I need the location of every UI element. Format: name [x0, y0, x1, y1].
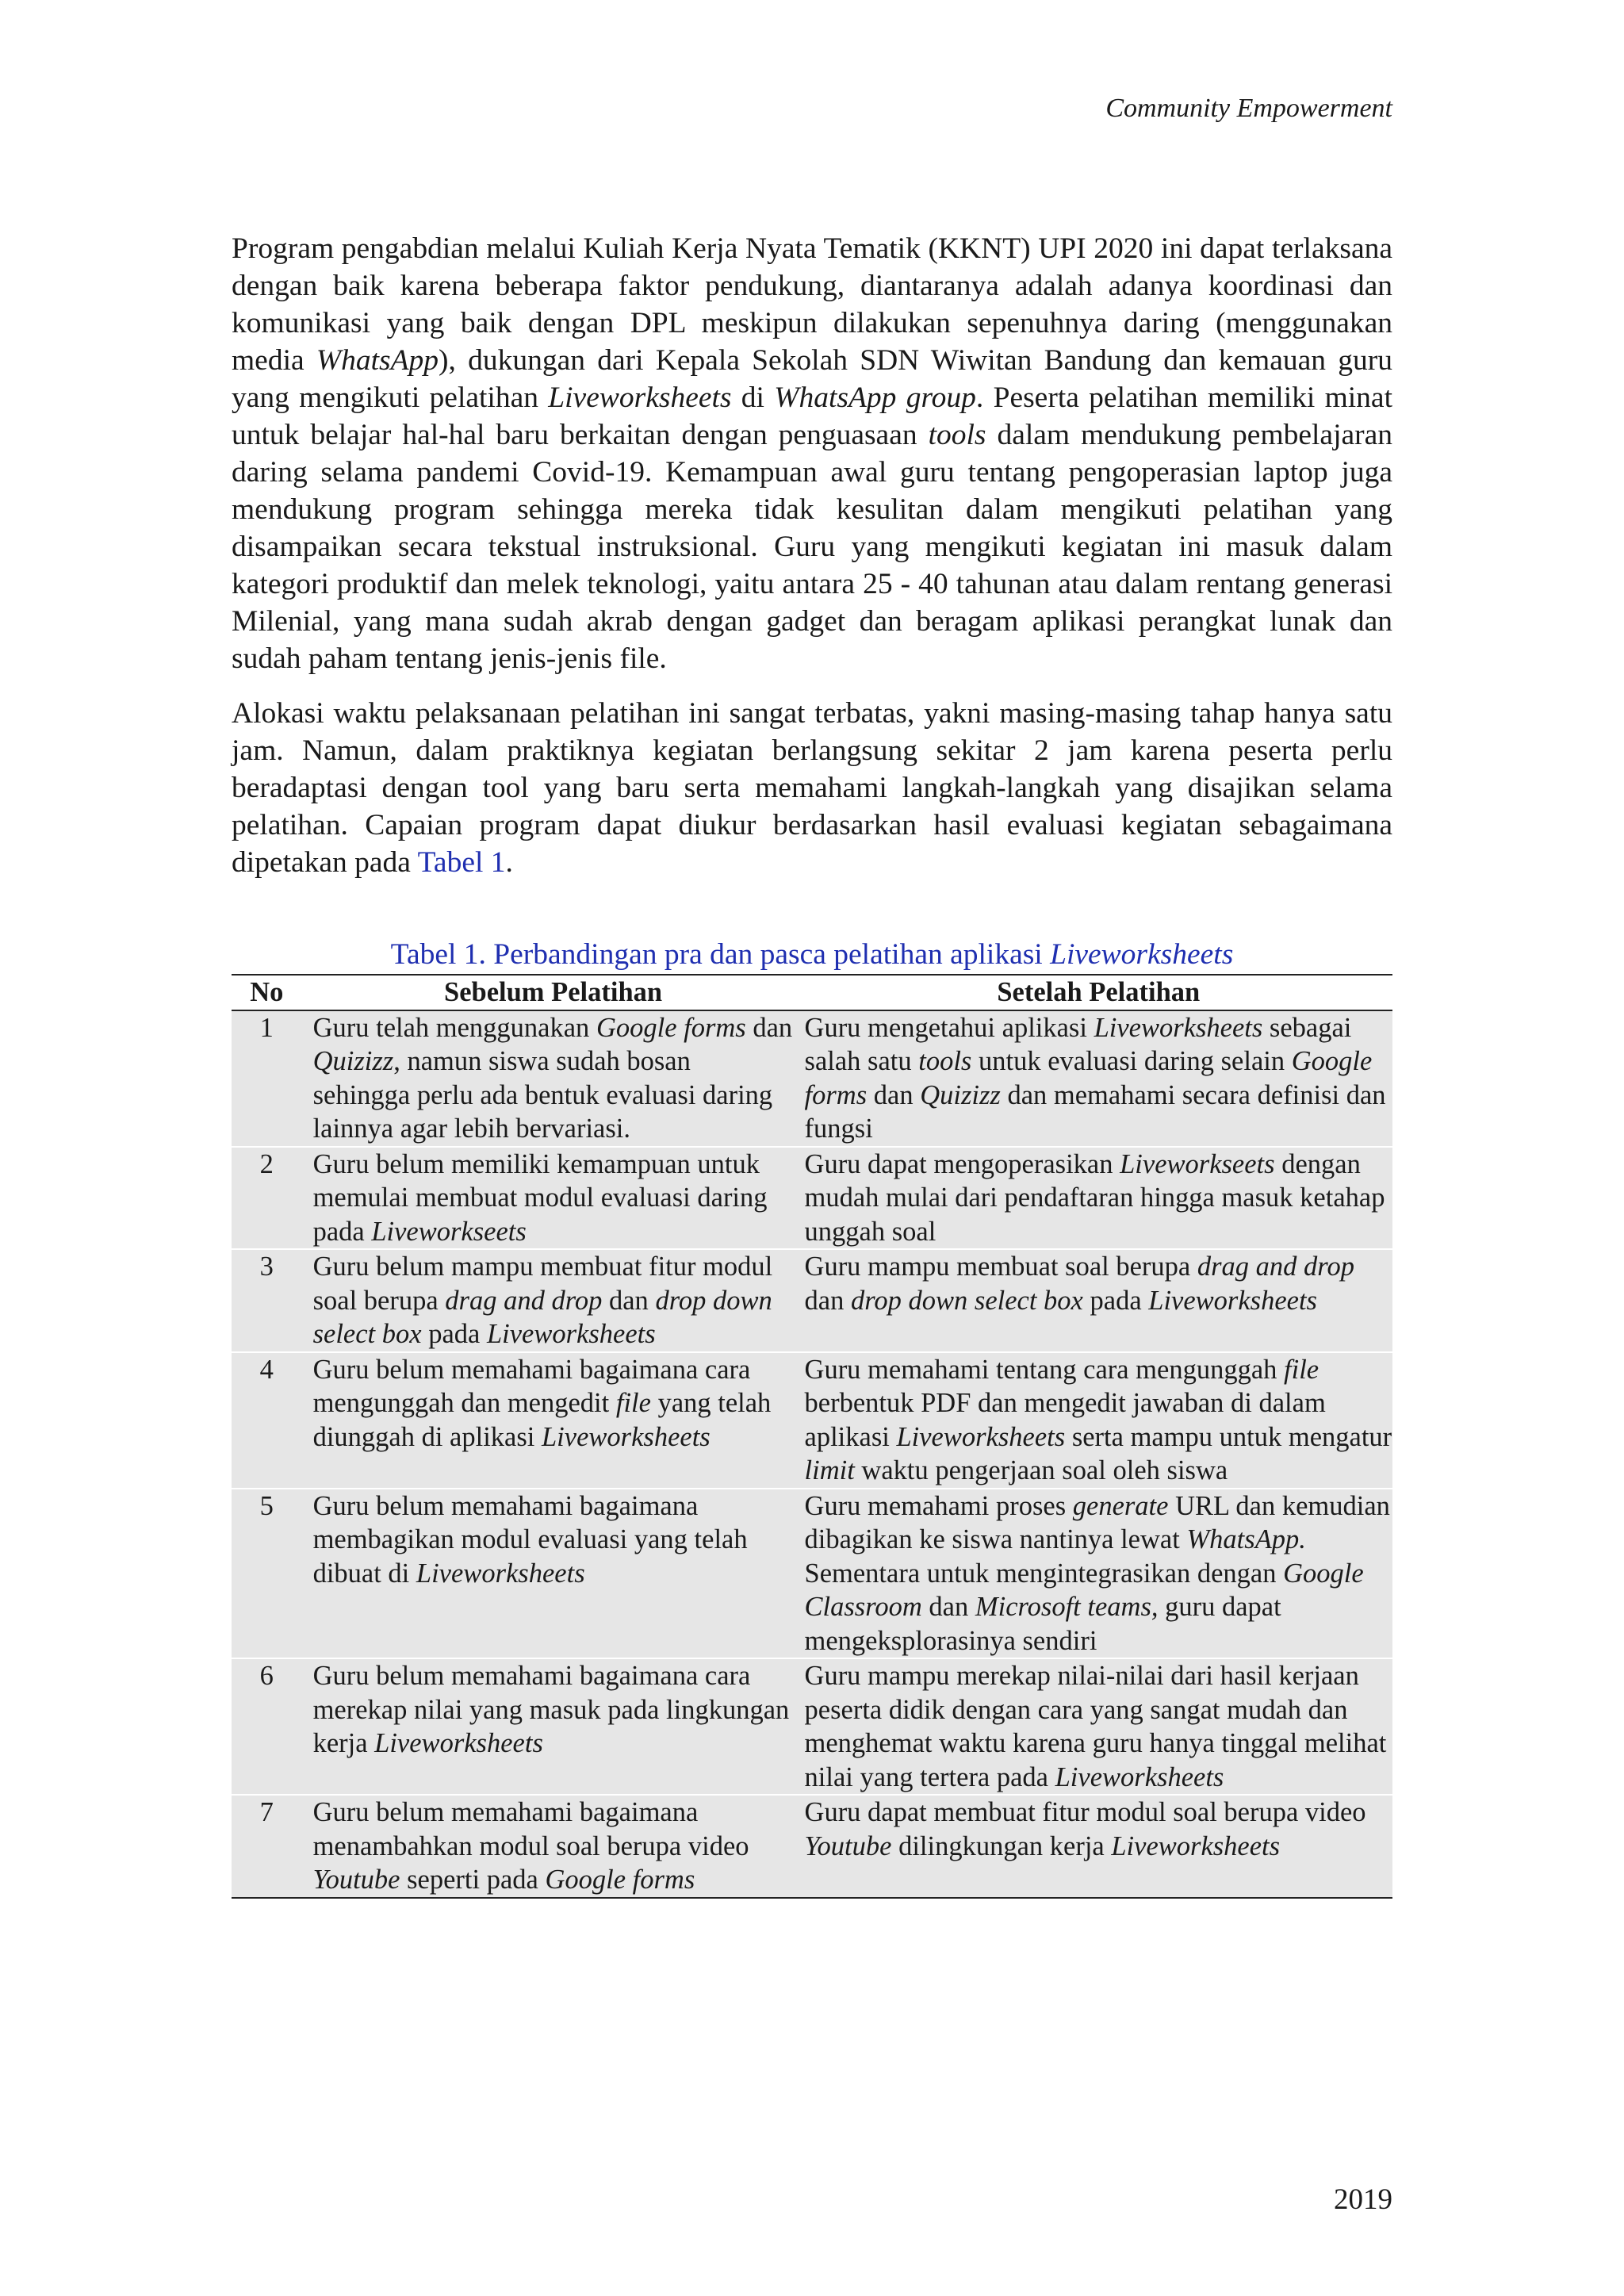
text-run: drop down select box [850, 1285, 1083, 1316]
text-run: Guru belum memahami bagaimana cara mengunggah dan mengedit [312, 1354, 751, 1418]
text-run: seperti pada [400, 1865, 546, 1895]
text-run: WhatsApp group [774, 381, 976, 414]
text-run: limit [804, 1455, 855, 1485]
text-run: Liveworksheets [542, 1421, 710, 1452]
text-run: serta mampu untuk mengatur [1065, 1421, 1392, 1452]
table-caption [232, 937, 1392, 972]
text-run: Liveworkseets [1120, 1148, 1275, 1179]
row-before-training [302, 1658, 794, 1795]
row-before-training [302, 1147, 794, 1250]
text-run: drag and drop [445, 1285, 603, 1316]
text-run: sebagai salah satu [804, 1012, 1352, 1076]
text-run: generate [1072, 1490, 1169, 1521]
text-run: Guru belum memiliki kemampuan untuk memulai membuat modul evaluasi daring pada [312, 1148, 768, 1247]
text-run: Guru mampu membuat soal berupa [804, 1251, 1197, 1282]
text-run: untuk evaluasi daring selain [971, 1046, 1292, 1076]
text-run: Liveworksheets [1055, 1761, 1224, 1792]
table-header-row [232, 975, 1392, 1010]
text-run: Google forms [596, 1012, 746, 1043]
text-run: Liveworksheets [1111, 1830, 1281, 1861]
text-run: dan [921, 1592, 975, 1622]
text-run: WhatsApp [316, 344, 439, 377]
text-run: dalam mendukung pembelajaran daring selama pandemi Covid-19. Kemampuan awal guru tentang pengoperasian laptop juga mendukung program sehingga mereka tidak kesulitan dalam mengikuti pelatihan yang disampaikan secara tekstual instruksional. Guru yang mengikuti kegiatan ini masuk dalam kategori produktif dan melek teknologi, yaitu antara 25 - 40 tahunan atau dalam rentang generasi Milenial, yang mana sudah akrab dengan gadget dan beragam aplikasi perangkat lunak dan sudah paham tentang jenis-jenis file. [232, 419, 1393, 675]
text-run: Liveworksheets [374, 1728, 543, 1758]
text-run: berbentuk PDF dan mengedit jawaban di dalam aplikasi [804, 1388, 1326, 1452]
text-run: dan [867, 1079, 921, 1110]
table-body [232, 1010, 1392, 1898]
text-run: Guru telah menggunakan [312, 1012, 596, 1043]
text-run: dengan mudah mulai dari pendaftaran hingga masuk ketahap unggah soal [804, 1148, 1385, 1247]
text-run: pada [1082, 1285, 1149, 1316]
row-number: 3 [232, 1249, 302, 1352]
text-run: Guru memahami tentang cara mengunggah [804, 1354, 1285, 1385]
text-run: URL dan kemudian dibagikan ke siswa nantinya lewat [804, 1490, 1390, 1554]
text-run: Program pengabdian melalui Kuliah Kerja Nyata Tematik (KKNT) UPI 2020 ini dapat terlaksana dengan baik karena beberapa faktor pendukung, diantaranya adalah adanya koordinasi dan komunikasi yang baik dengan DPL meskipun dilakukan sepenuhnya daring (menggunakan media [232, 232, 1392, 377]
text-run: Guru memahami proses [804, 1490, 1073, 1521]
text-run: Quizizz [920, 1079, 1001, 1110]
paragraph-1 [232, 230, 1392, 677]
text-run: Liveworksheets [486, 1319, 656, 1349]
table-row [232, 1352, 1392, 1489]
text-run: Microsoft teams, [975, 1592, 1159, 1622]
text-run: Google Classroom [804, 1558, 1364, 1622]
text-run: dan [602, 1285, 656, 1316]
row-number: 1 [232, 1010, 302, 1147]
running-head: Community Empowerment [1105, 94, 1392, 123]
text-run: drop down select box [312, 1285, 772, 1349]
table-row [232, 1249, 1392, 1352]
text-run: Guru mengetahui aplikasi [804, 1012, 1094, 1043]
row-before-training [302, 1352, 794, 1489]
row-before-training [302, 1489, 794, 1659]
row-after-training [794, 1658, 1392, 1795]
header-before-training: Sebelum Pelatihan [302, 975, 794, 1010]
text-run: dan memahami secara definisi dan fungsi [804, 1079, 1386, 1144]
text-run: WhatsApp. [1186, 1524, 1306, 1554]
table-row [232, 1658, 1392, 1795]
text-run: Liveworksheets [1094, 1012, 1263, 1043]
text-run: Guru belum mampu membuat fitur modul soal berupa [312, 1251, 773, 1316]
text-run: Guru mampu merekap nilai-nilai dari hasil kerjaan peserta didik dengan cara yang sangat mudah dan menghemat waktu karena guru hanya tinggal melihat nilai yang tertera pada [804, 1661, 1387, 1792]
text-run: tools [918, 1046, 972, 1076]
text-run: Youtube [804, 1830, 892, 1861]
row-number: 2 [232, 1147, 302, 1250]
row-before-training [302, 1249, 794, 1352]
text-run: Tabel 1. Perbandingan pra dan pasca pelatihan aplikasi [390, 938, 1051, 971]
text-run: . [505, 846, 513, 879]
row-before-training [302, 1010, 794, 1147]
row-number: 5 [232, 1489, 302, 1659]
text-run: Liveworksheets [416, 1558, 585, 1589]
row-after-training [794, 1010, 1392, 1147]
row-after-training [794, 1249, 1392, 1352]
text-run: guru dapat mengeksplorasinya sendiri [804, 1592, 1281, 1656]
text-run: Guru belum memahami bagaimana membagikan modul evaluasi yang telah dibuat di [312, 1490, 748, 1589]
table-reference-link[interactable]: Tabel 1 [417, 846, 506, 879]
text-run: Guru dapat mengoperasikan [804, 1148, 1120, 1179]
table-row [232, 1489, 1392, 1659]
row-after-training [794, 1352, 1392, 1489]
text-run: Liveworksheets [1148, 1285, 1317, 1316]
row-before-training [302, 1795, 794, 1898]
text-run: Google forms [804, 1046, 1373, 1110]
text-run: dan [804, 1285, 851, 1316]
text-run: , namun siswa sudah bosan sehingga perlu ada bentuk evaluasi daring lainnya agar lebih bervariasi. [312, 1046, 773, 1144]
text-run: pada [421, 1319, 487, 1349]
table-row [232, 1795, 1392, 1898]
text-run: dilingkungan kerja [891, 1830, 1112, 1861]
text-run: dan [745, 1012, 793, 1043]
text-run: Guru dapat membuat fitur modul soal berupa video [804, 1797, 1366, 1827]
header-after-training: Setelah Pelatihan [794, 975, 1392, 1010]
page-number: 2019 [1334, 2183, 1392, 2216]
text-run: Liveworksheets [896, 1421, 1066, 1452]
text-run: Youtube [312, 1865, 400, 1895]
text-run: ), dukungan dari Kepala Sekolah SDN Wiwitan Bandung dan kemauan guru yang mengikuti pelatihan [232, 344, 1392, 414]
text-run: Guru belum memahami bagaimana menambahkan modul soal berupa video [312, 1797, 749, 1861]
table-row [232, 1010, 1392, 1147]
row-after-training [794, 1147, 1392, 1250]
body-text [232, 230, 1392, 899]
row-number: 4 [232, 1352, 302, 1489]
row-after-training [794, 1489, 1392, 1659]
text-run: yang telah diunggah di aplikasi [312, 1388, 772, 1452]
text-run: file [615, 1388, 651, 1418]
text-run: Sementara untuk mengintegrasikan dengan [804, 1558, 1284, 1589]
table-row [232, 1147, 1392, 1250]
row-number: 6 [232, 1658, 302, 1795]
text-run: . Peserta pelatihan memiliki minat untuk belajar hal-hal baru berkaitan dengan penguasaan [232, 381, 1393, 451]
text-run: Liveworksheets [1050, 938, 1234, 971]
text-run: drag and drop [1197, 1251, 1354, 1282]
text-run: waktu pengerjaan soal oleh siswa [854, 1455, 1228, 1485]
text-run: Google forms [545, 1865, 695, 1895]
row-after-training [794, 1795, 1392, 1898]
header-no: No [232, 975, 302, 1010]
text-run: file [1284, 1354, 1320, 1385]
paragraph-2 [232, 695, 1392, 881]
text-run: Liveworkseets [371, 1216, 527, 1247]
row-number: 7 [232, 1795, 302, 1898]
text-run: Liveworksheets [548, 381, 732, 414]
text-run: Alokasi waktu pelaksanaan pelatihan ini sangat terbatas, yakni masing-masing tahap hanya satu jam. Namun, dalam praktiknya kegiatan berlangsung sekitar 2 jam karena peserta perlu beradaptasi dengan tool yang baru serta memahami langkah-langkah yang disajikan selama pelatihan. Capaian program dapat diukur berdasarkan hasil evaluasi kegiatan sebagaimana dipetakan pada [232, 697, 1392, 879]
text-run: Quizizz [312, 1046, 394, 1076]
text-run: Guru belum memahami bagaimana cara merekap nilai yang masuk pada lingkungan kerja [312, 1661, 790, 1758]
comparison-table [232, 974, 1392, 1899]
text-run: tools [928, 419, 986, 451]
text-run: di [731, 381, 775, 414]
